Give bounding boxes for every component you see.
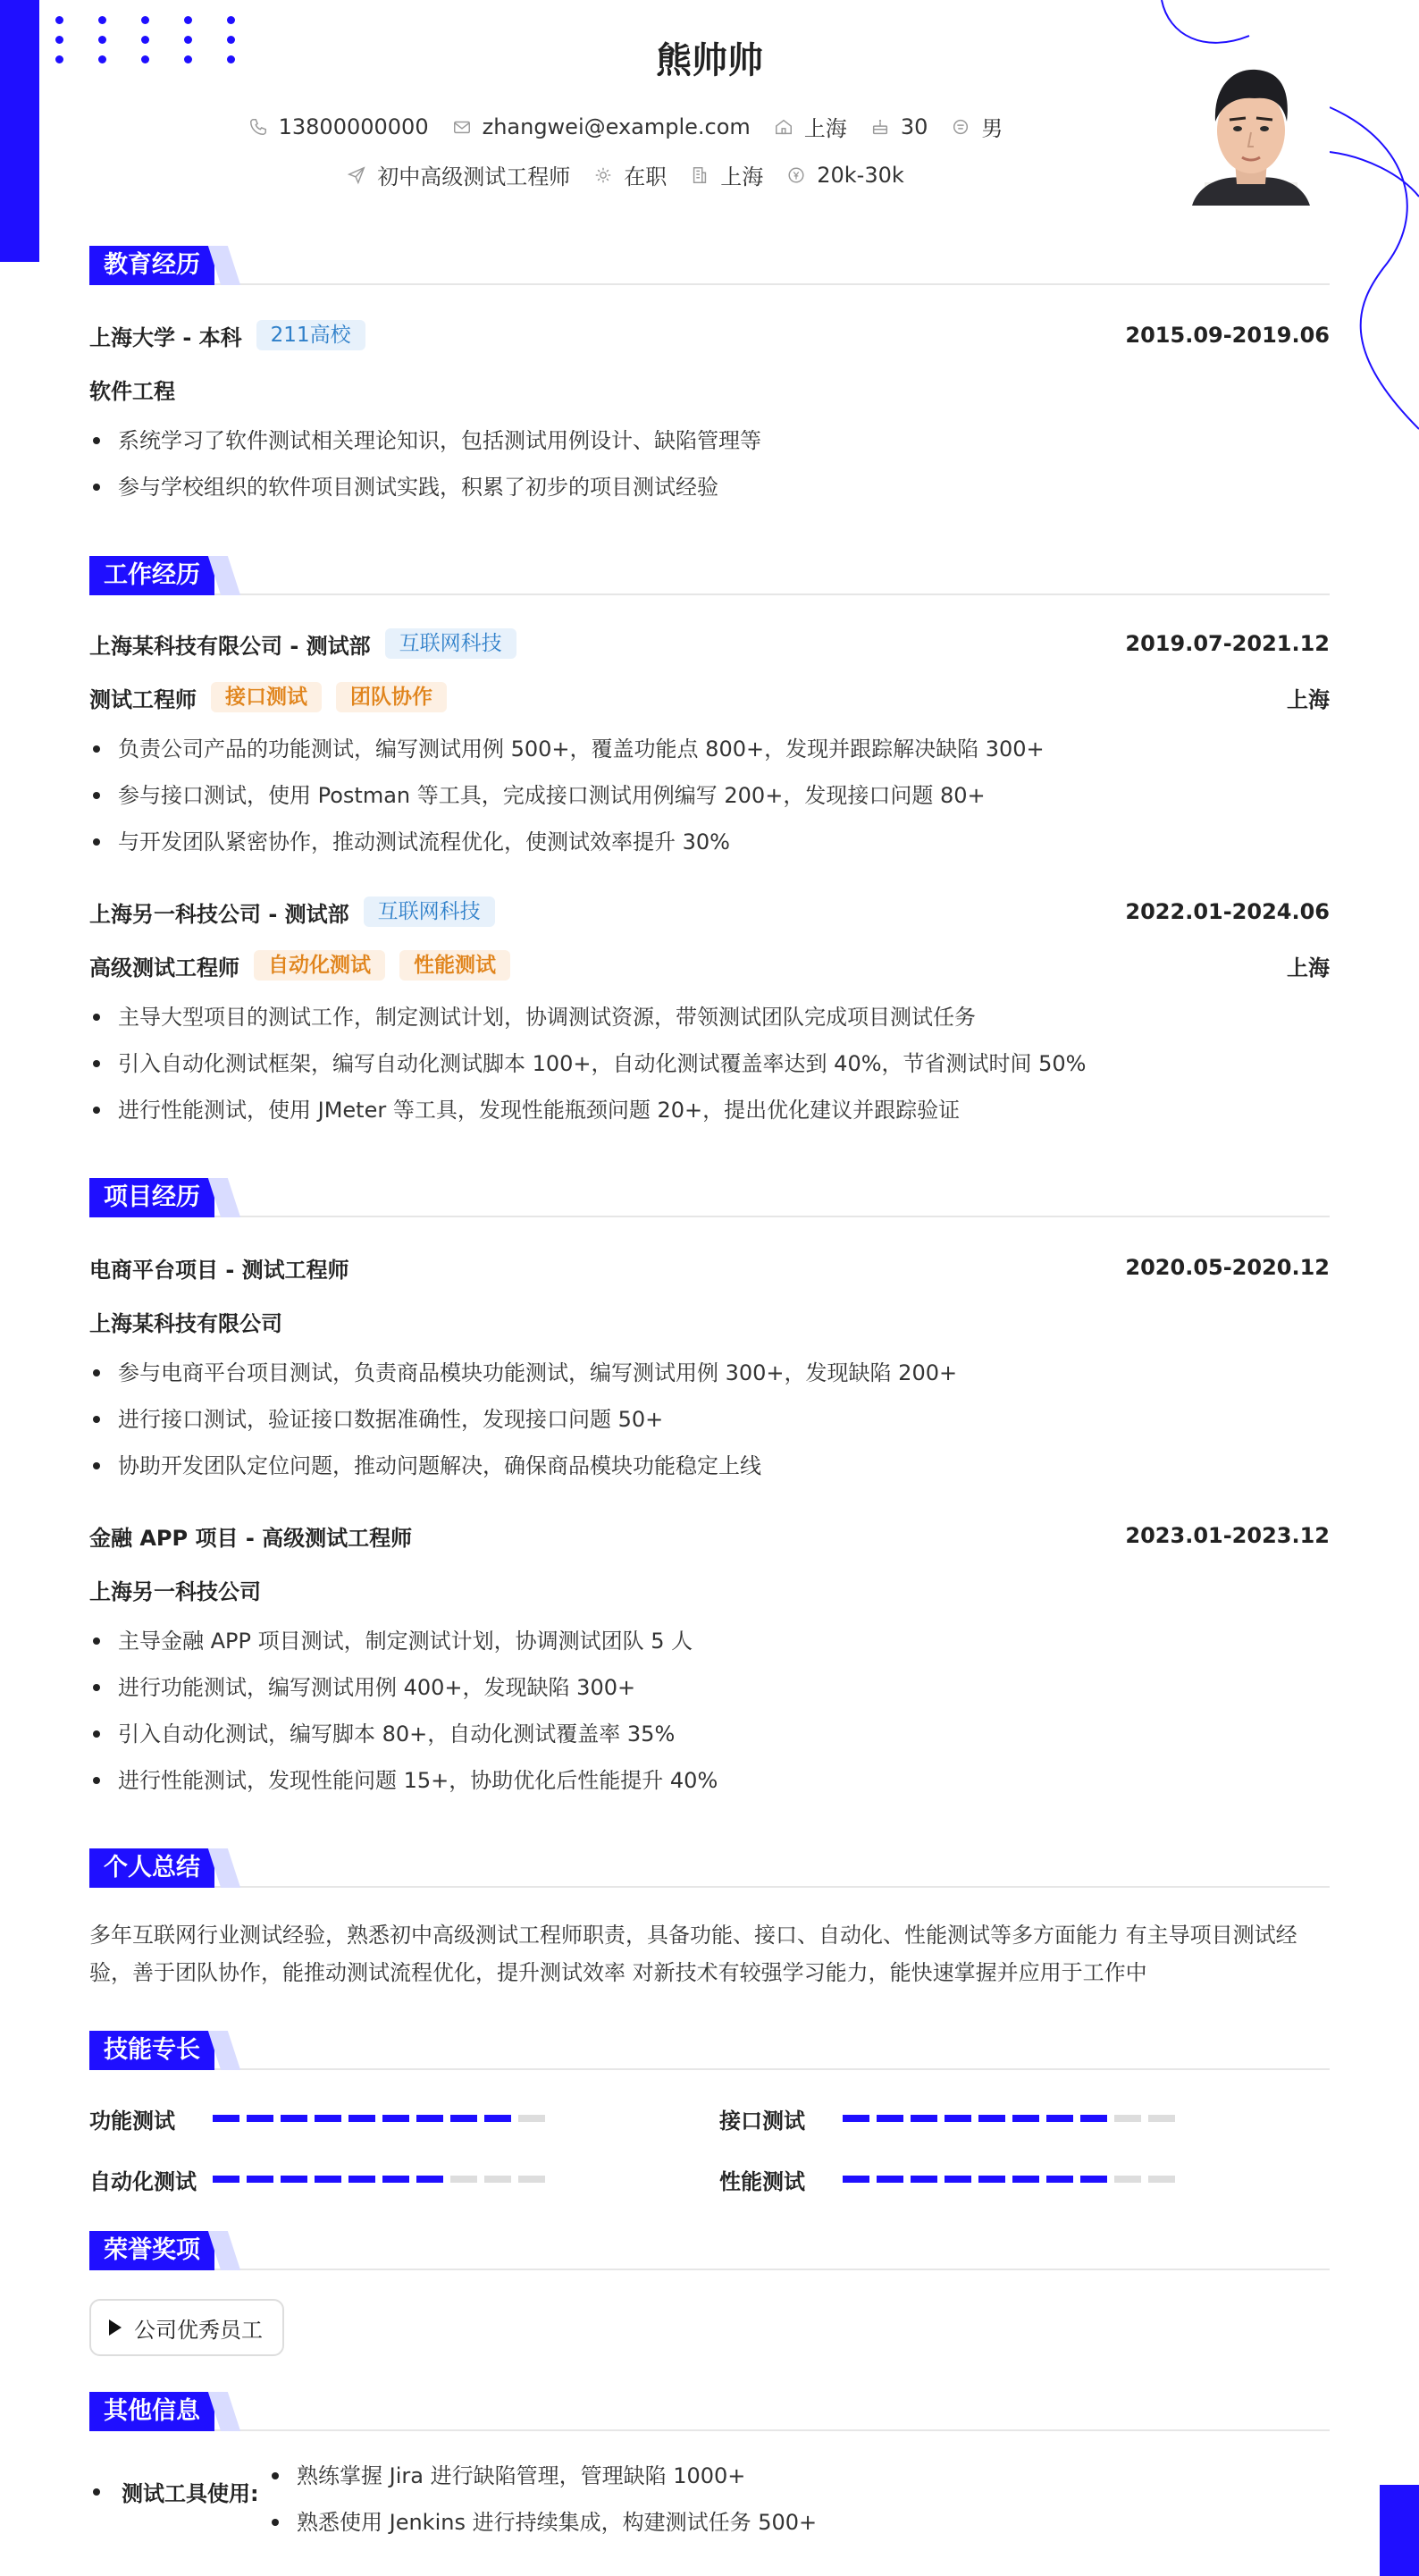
education-date: 2015.09-2019.06 [1125, 323, 1330, 348]
bullet-dot [93, 2488, 100, 2496]
tools-label: 测试工具使用: [122, 2481, 259, 2506]
section-title: 其他信息 [89, 2392, 214, 2431]
decoration-dot [141, 16, 149, 24]
building-icon [690, 165, 710, 185]
skill-segment-filled [978, 2115, 1005, 2122]
project-company: 上海某科技有限公司 [89, 1310, 282, 1336]
skill-segment-filled [1080, 2115, 1107, 2122]
award-badge [89, 2299, 284, 2356]
skill-segment-filled [484, 2115, 511, 2122]
major-row [89, 373, 1330, 405]
summary-section [89, 1848, 1330, 1985]
skill-item [89, 2102, 552, 2134]
list-item: 协助开发团队定位问题，推动问题解决，确保商品模块功能稳定上线 [89, 1450, 1330, 1496]
list-item: 进行接口测试，验证接口数据准确性，发现接口问题 50+ [89, 1403, 1330, 1450]
work-bullets [89, 733, 1330, 872]
education-header [89, 246, 1330, 285]
list-item: 参与电商平台项目测试，负责商品模块功能测试，编写测试用例 300+，发现缺陷 200+ [89, 1357, 1330, 1403]
role-name: 高级测试工程师 [89, 955, 239, 981]
skill-segment-filled [382, 2115, 409, 2122]
honors-header [89, 2231, 1330, 2270]
skill-segment-filled [416, 2115, 443, 2122]
project-company-row [89, 1305, 1330, 1337]
project-name: 金融 APP 项目 - 高级测试工程师 [89, 1525, 413, 1551]
skill-segment-filled [945, 2176, 971, 2183]
email-text: zhangwei@example.com [482, 114, 751, 139]
skill-segment-filled [911, 2176, 937, 2183]
list-item: 熟练掌握 Jira 进行缺陷管理，管理缺陷 1000+ [268, 2460, 1251, 2506]
work-header [89, 556, 1330, 595]
major-name: 软件工程 [89, 378, 175, 404]
skill-name: 自动化测试 [89, 2168, 197, 2194]
list-item: 与开发团队紧密协作，推动测试流程优化，使测试效率提升 30% [89, 826, 1330, 872]
skill-segment-empty [450, 2176, 477, 2183]
school-name: 上海大学 - 本科 [89, 324, 242, 350]
location-item [774, 111, 847, 142]
section-title: 工作经历 [89, 556, 214, 595]
list-item: 熟悉使用 Jenkins 进行持续集成，构建测试任务 500+ [268, 2506, 1251, 2553]
skill-segment-filled [843, 2176, 869, 2183]
skill-segment-filled [247, 2176, 273, 2183]
industry-tag: 互联网科技 [385, 628, 516, 659]
skill-segment-filled [877, 2176, 903, 2183]
decoration-dot [227, 16, 235, 24]
summary-header [89, 1848, 1330, 1888]
skill-item [719, 2102, 1182, 2134]
skill-segment-empty [1148, 2176, 1175, 2183]
skill-tag: 自动化测试 [254, 950, 385, 981]
honors-section [89, 2231, 1330, 2343]
gender-icon [951, 117, 970, 137]
skill-level-bar [843, 2176, 1182, 2183]
skill-item [719, 2163, 1182, 2195]
skill-level-bar [213, 2176, 552, 2183]
job-title-item [347, 159, 570, 190]
skill-segment-empty [518, 2115, 545, 2122]
project-bullets [89, 1625, 1330, 1811]
project-bullets [89, 1357, 1330, 1496]
list-item: 引入自动化测试，编写脚本 80+，自动化测试覆盖率 35% [89, 1718, 1330, 1764]
skill-segment-filled [1012, 2176, 1039, 2183]
list-item: 参与学校组织的软件项目测试实践，积累了初步的项目测试经验 [89, 471, 1330, 518]
education-row [89, 319, 1330, 351]
skill-segment-filled [978, 2176, 1005, 2183]
project-row [89, 1520, 1330, 1552]
projects-section [89, 1178, 1330, 1793]
skill-segment-empty [1114, 2115, 1141, 2122]
status-text: 在职 [624, 164, 668, 189]
job-info-row [0, 159, 1251, 190]
skill-segment-filled [315, 2176, 341, 2183]
skill-segment-filled [213, 2176, 239, 2183]
contact-info-row [0, 111, 1251, 142]
list-item: 进行性能测试，发现性能问题 15+，协助优化后性能提升 40% [89, 1764, 1330, 1811]
coin-icon [786, 165, 806, 185]
tools-label-row [89, 2476, 259, 2507]
skills-section [89, 2031, 1330, 2194]
age-text: 30 [900, 114, 928, 139]
skill-name: 功能测试 [89, 2108, 175, 2134]
home-icon [774, 117, 793, 137]
gender-text: 男 [981, 116, 1003, 141]
project-date: 2023.01-2023.12 [1125, 1523, 1330, 1548]
skill-tag: 性能测试 [399, 950, 510, 981]
skill-segment-empty [484, 2176, 511, 2183]
location-text: 上海 [803, 116, 847, 141]
work-city-text: 上海 [720, 164, 764, 189]
work-date: 2019.07-2021.12 [1125, 631, 1330, 656]
profile-photo [1172, 48, 1330, 206]
skill-level-bar [843, 2115, 1182, 2122]
send-icon [347, 165, 366, 185]
skill-name: 性能测试 [719, 2168, 805, 2194]
skill-segment-empty [1148, 2115, 1175, 2122]
company-name: 上海某科技有限公司 - 测试部 [89, 633, 371, 659]
cake-icon [870, 117, 890, 137]
job-title-text: 初中高级测试工程师 [377, 164, 571, 189]
section-title: 技能专长 [89, 2031, 214, 2070]
work-section [89, 556, 1330, 1123]
list-item: 参与接口测试，使用 Postman 等工具，完成接口测试用例编写 200+，发现接口问题 80+ [89, 779, 1330, 826]
skill-tag: 团队协作 [336, 682, 447, 712]
skill-segment-filled [281, 2176, 307, 2183]
phone-text: 13800000000 [278, 114, 429, 139]
list-item: 进行性能测试，使用 JMeter 等工具，发现性能瓶颈问题 20+，提出优化建议并跟踪验证 [89, 1094, 1330, 1141]
work-role-row [89, 681, 1330, 713]
work-role-row [89, 949, 1330, 981]
skill-segment-filled [877, 2115, 903, 2122]
skill-tag: 接口测试 [211, 682, 322, 712]
education-section [89, 246, 1330, 500]
skill-segment-filled [911, 2115, 937, 2122]
skill-item [89, 2163, 552, 2195]
section-title: 教育经历 [89, 246, 214, 285]
decoration-dot [184, 16, 192, 24]
projects-header [89, 1178, 1330, 1217]
work-company-row [89, 627, 1330, 660]
list-item: 系统学习了软件测试相关理论知识，包括测试用例设计、缺陷管理等 [89, 425, 1330, 471]
status-item [593, 159, 667, 190]
decoration-dot [55, 16, 63, 24]
list-item: 进行功能测试，编写测试用例 400+，发现缺陷 300+ [89, 1671, 1330, 1718]
project-date: 2020.05-2020.12 [1125, 1255, 1330, 1280]
skill-segment-filled [348, 2115, 375, 2122]
tools-bullets [268, 2460, 1251, 2553]
gender-item [951, 111, 1003, 142]
gear-icon [593, 165, 613, 185]
phone-icon [248, 117, 268, 137]
role-name: 测试工程师 [89, 686, 197, 712]
list-item: 引入自动化测试框架，编写自动化测试脚本 100+，自动化测试覆盖率达到 40%，节省测试时间 50% [89, 1048, 1330, 1094]
phone-item [248, 114, 429, 139]
project-row [89, 1251, 1330, 1284]
skills-header [89, 2031, 1330, 2070]
skill-segment-filled [247, 2115, 273, 2122]
salary-item [786, 163, 904, 188]
bottom-right-accent-bar [1380, 2485, 1419, 2576]
skill-segment-filled [1012, 2115, 1039, 2122]
skill-segment-empty [518, 2176, 545, 2183]
section-title: 个人总结 [89, 1848, 214, 1888]
work-city-item [690, 159, 763, 190]
decoration-dot [98, 16, 106, 24]
education-bullets [89, 425, 1330, 518]
other-section [89, 2392, 1330, 2535]
skill-segment-empty [1114, 2176, 1141, 2183]
candidate-name: 熊帅帅 [656, 40, 763, 81]
section-title: 荣誉奖项 [89, 2231, 214, 2270]
skill-segment-filled [1080, 2176, 1107, 2183]
work-company-row [89, 896, 1330, 928]
project-company: 上海另一科技公司 [89, 1578, 261, 1604]
skill-segment-filled [382, 2176, 409, 2183]
skill-level-bar [213, 2115, 552, 2122]
age-item [870, 114, 928, 139]
skill-segment-filled [843, 2115, 869, 2122]
skill-segment-filled [281, 2115, 307, 2122]
work-bullets [89, 1001, 1330, 1141]
email-item [452, 114, 751, 139]
skill-segment-filled [348, 2176, 375, 2183]
mail-icon [452, 117, 472, 137]
salary-text: 20k-30k [817, 162, 904, 188]
skill-segment-filled [450, 2115, 477, 2122]
other-header [89, 2392, 1330, 2431]
play-triangle-icon [109, 2319, 122, 2336]
section-title: 项目经历 [89, 1178, 214, 1217]
industry-tag: 互联网科技 [364, 897, 495, 927]
project-company-row [89, 1573, 1330, 1605]
summary-text: 多年互联网行业测试经验，熟悉初中高级测试工程师职责，具备功能、接口、自动化、性能测试等多方面能力 有主导项目测试经验，善于团队协作，能推动测试流程优化，提升测试效率 对新技术有较强学习能力，能快速掌握并应用于工作中 [89, 1923, 1297, 1985]
award-name: 公司优秀员工 [134, 2317, 263, 2343]
skill-segment-filled [315, 2115, 341, 2122]
project-name: 电商平台项目 - 测试工程师 [89, 1257, 349, 1283]
school-tag: 211高校 [256, 320, 365, 350]
work-city: 上海 [1287, 686, 1330, 712]
skill-name: 接口测试 [719, 2108, 805, 2134]
work-city: 上海 [1287, 955, 1330, 981]
work-date: 2022.01-2024.06 [1125, 899, 1330, 924]
company-name: 上海另一科技公司 - 测试部 [89, 901, 349, 927]
skill-segment-filled [213, 2115, 239, 2122]
skill-segment-filled [416, 2176, 443, 2183]
list-item: 主导大型项目的测试工作，制定测试计划，协调测试资源，带领测试团队完成项目测试任务 [89, 1001, 1330, 1048]
skill-segment-filled [1046, 2115, 1073, 2122]
skill-segment-filled [945, 2115, 971, 2122]
list-item: 主导金融 APP 项目测试，制定测试计划，协调测试团队 5 人 [89, 1625, 1330, 1671]
skill-segment-filled [1046, 2176, 1073, 2183]
list-item: 负责公司产品的功能测试，编写测试用例 500+，覆盖功能点 800+，发现并跟踪解决缺陷 300+ [89, 733, 1330, 779]
